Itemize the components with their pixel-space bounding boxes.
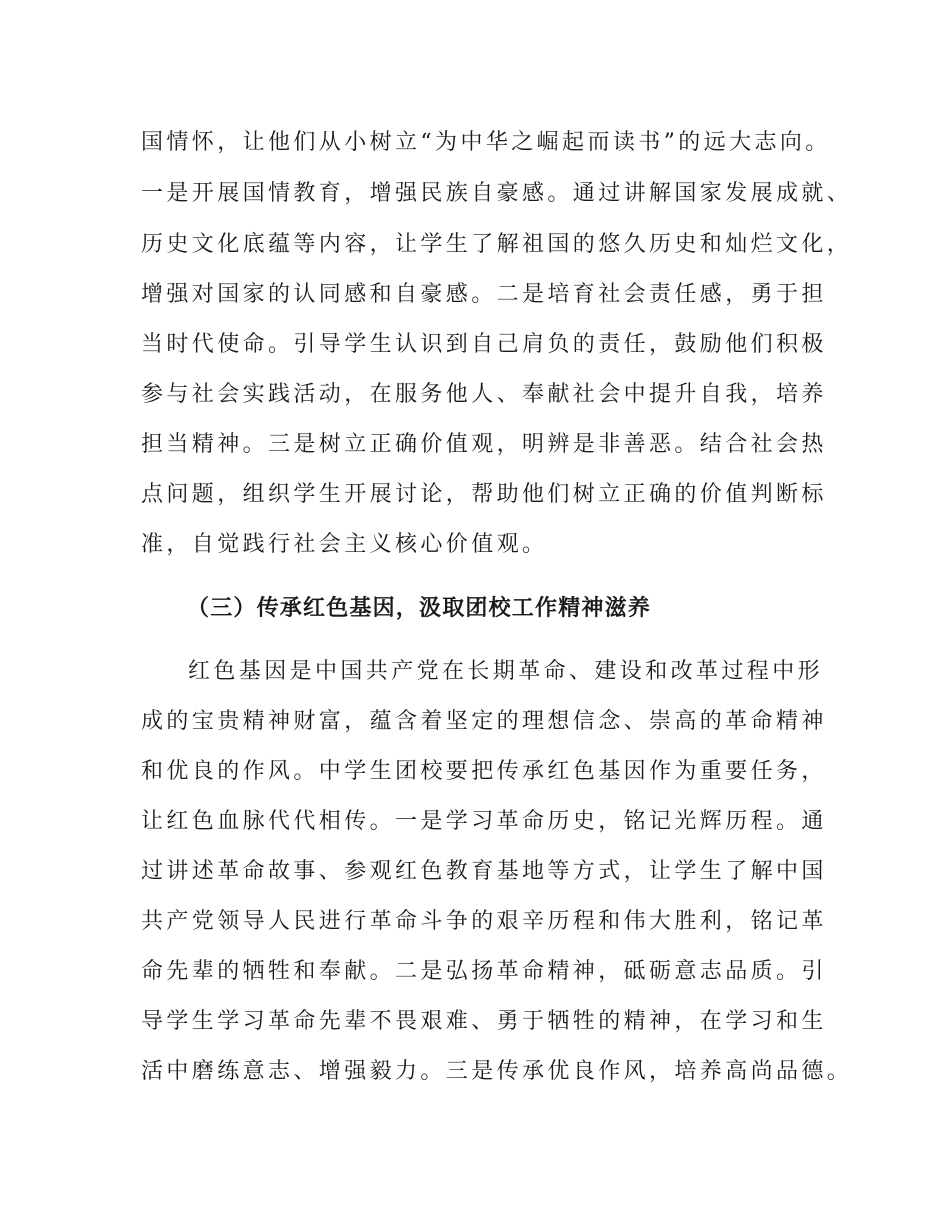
paragraph-line: 活中磨练意志、增强毅力。三是传承优良作风，培养高尚品德。 <box>141 1059 853 1084</box>
paragraph-line: 历史文化底蕴等内容，让学生了解祖国的悠久历史和灿烂文化， <box>141 232 853 257</box>
paragraph-line: 成的宝贵精神财富，蕴含着坚定的理想信念、崇高的革命精神 <box>141 709 827 734</box>
paragraph-line: 一是开展国情教育，增强民族自豪感。通过讲解国家发展成就、 <box>141 181 853 206</box>
paragraph-line: 让红色血脉代代相传。一是学习革命历史，铭记光辉历程。通 <box>141 809 827 834</box>
paragraph-line: 国情怀，让他们从小树立“为中华之崛起而读书”的远大志向。 <box>141 130 831 155</box>
paragraph-line: 准，自觉践行社会主义核心价值观。 <box>141 532 548 557</box>
section-heading: （三）传承红色基因，汲取团校工作精神滋养 <box>187 596 652 621</box>
paragraph-line: 当时代使命。引导学生认识到自己肩负的责任，鼓励他们积极 <box>141 332 827 357</box>
paragraph-line: 过讲述革命故事、参观红色教育基地等方式，让学生了解中国 <box>141 859 827 884</box>
paragraph-line: 参与社会实践活动，在服务他人、奉献社会中提升自我，培养 <box>141 382 827 407</box>
paragraph-line: 命先辈的牺牲和奉献。二是弘扬革命精神，砥砺意志品质。引 <box>141 959 827 984</box>
paragraph-line: 红色基因是中国共产党在长期革命、建设和改革过程中形 <box>188 659 824 684</box>
paragraph-line: 增强对国家的认同感和自豪感。二是培育社会责任感，勇于担 <box>141 282 827 307</box>
paragraph-line: 和优良的作风。中学生团校要把传承红色基因作为重要任务， <box>141 759 827 784</box>
paragraph-line: 共产党领导人民进行革命斗争的艰辛历程和伟大胜利，铭记革 <box>141 909 827 934</box>
paragraph-line: 点问题，组织学生开展讨论，帮助他们树立正确的价值判断标 <box>141 482 827 507</box>
paragraph-line: 担当精神。三是树立正确价值观，明辨是非善恶。结合社会热 <box>141 432 827 457</box>
paragraph-line: 导学生学习革命先辈不畏艰难、勇于牺牲的精神，在学习和生 <box>141 1009 827 1034</box>
